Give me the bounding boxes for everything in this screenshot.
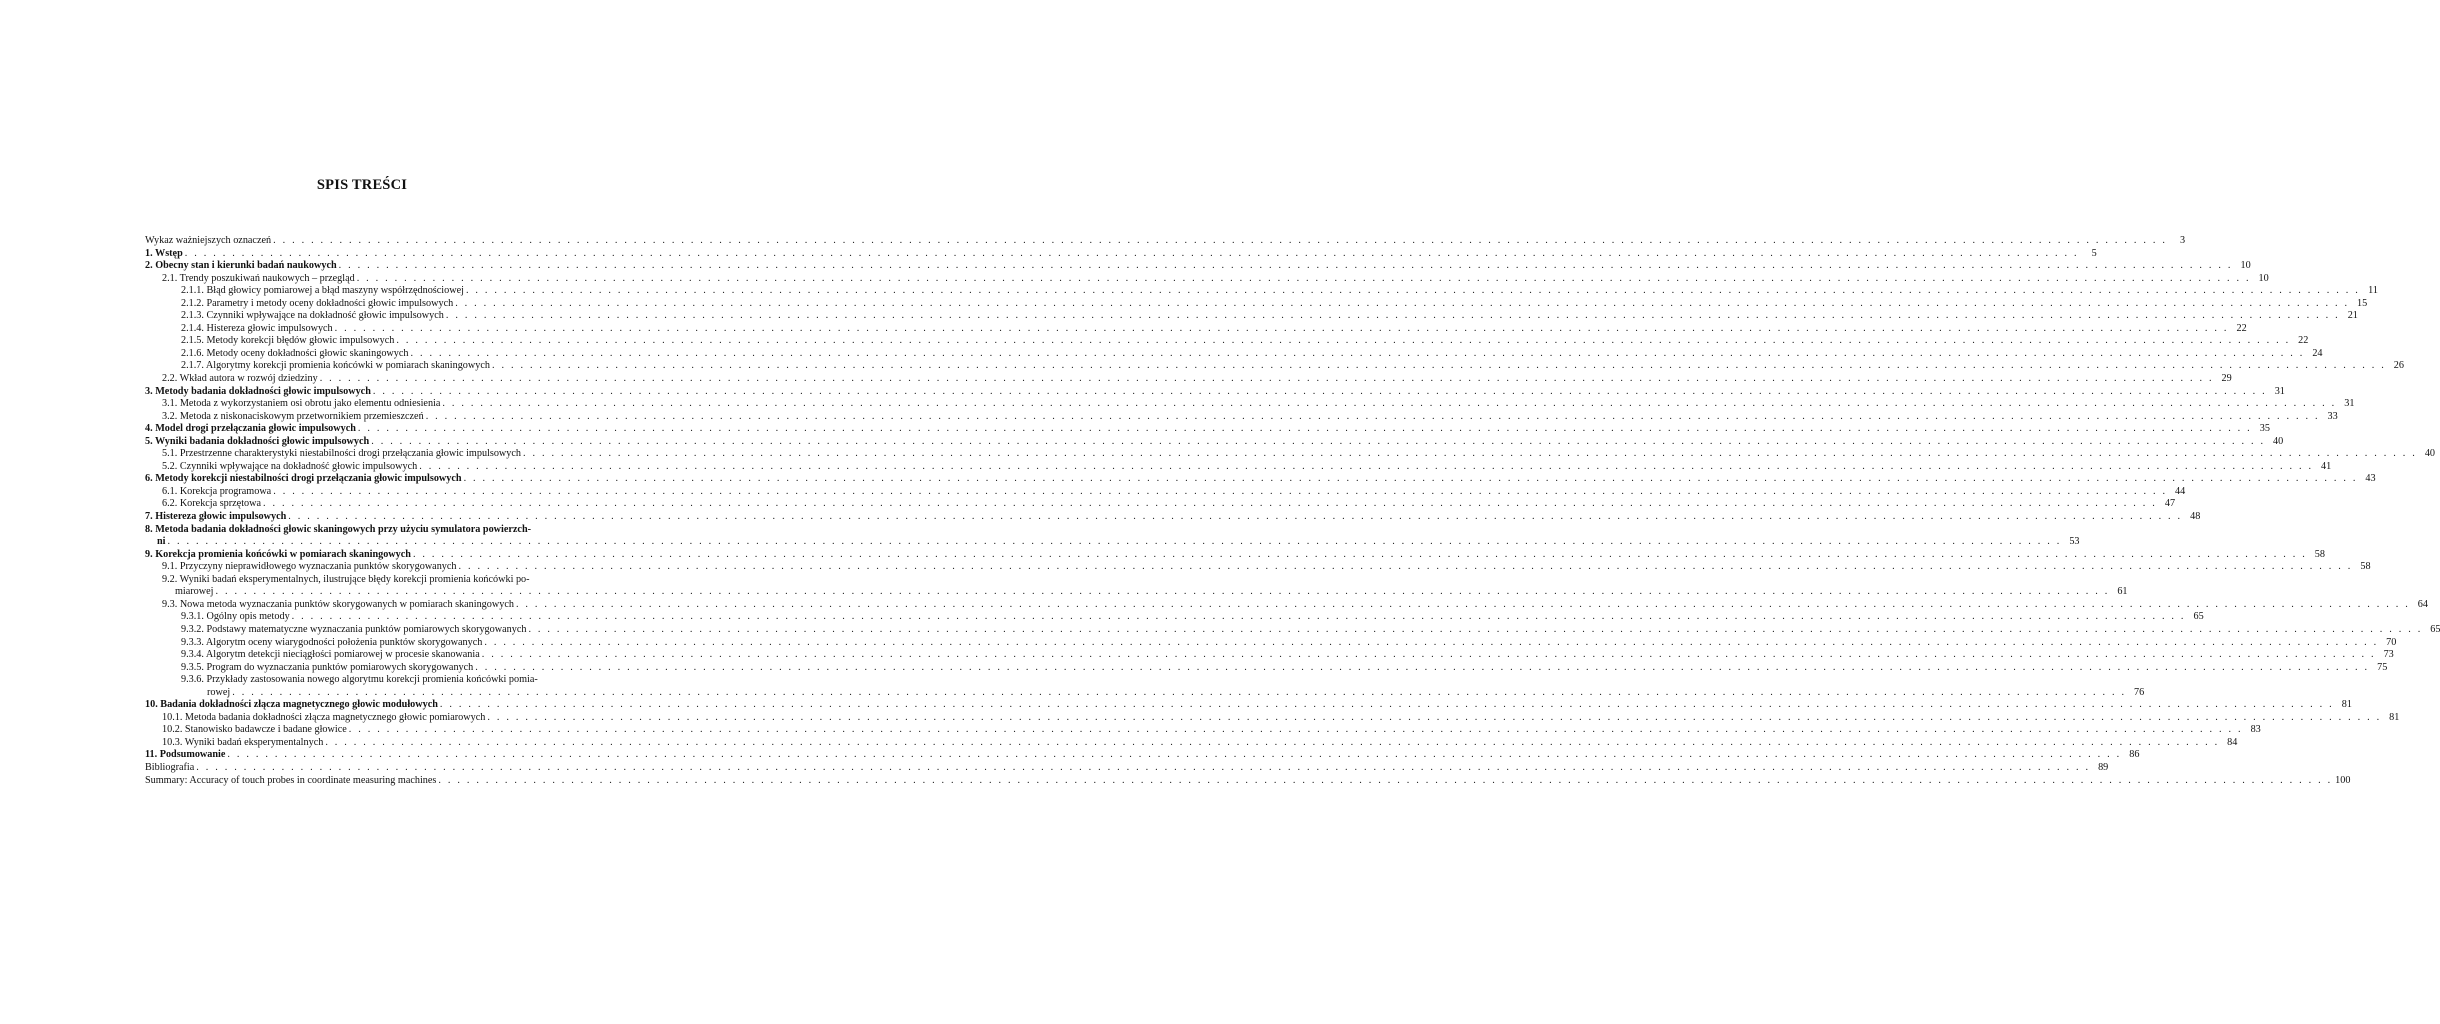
toc-entry (145, 310, 2358, 323)
toc-entry-label: 5.2. Czynniki wpływające na dokładność głowic impulsowych (162, 460, 418, 472)
toc-entry-label-continuation: rowej (207, 686, 231, 698)
dot-leader: . . . . . . . . . . . . . . . . . . . . . . . . . . . . . . . . . . . . . . . . . . . . . . . . . . . . . . . . . . . . . . . . . . . . . . . . . . . . . . . . . . . . . . . . . . . . . . . . . . . . . . . . . . . . . . . . . . . . . . . . . . . . . . . . . . . . . . . . . . . . . . . . . . . . . . . . . . . . . . . . . . . . . . . . . . . . . . . . . . . . . . . . . . . . . . . . . . . . . . . . (215, 586, 2110, 598)
dot-leader: . . . . . . . . . . . . . . . . . . . . . . . . . . . . . . . . . . . . . . . . . . . . . . . . . . . . . . . . . . . . . . . . . . . . . . . . . . . . . . . . . . . . . . . . . . . . . . . . . . . . . . . . . . . . . . . . . . . . . . . . . . . . . . . . . . . . . . . . . . . . . . . . . . . . . . . . . . . . . . . . . . . . . . . . . . . . . . . . . . . . . . . . . . . . . . . . . . . . . . . . (515, 598, 2410, 610)
dot-leader: . . . . . . . . . . . . . . . . . . . . . . . . . . . . . . . . . . . . . . . . . . . . . . . . . . . . . . . . . . . . . . . . . . . . . . . . . . . . . . . . . . . . . . . . . . . . . . . . . . . . . . . . . . . . . . . . . . . . . . . . . . . . . . . . . . . . . . . . . . . . . . . . . . . . . . . . . . . . . . . . . . . . . . . . . . . . . . . . . . . . . . . . . . . . . . . . . . . . . . . . (319, 373, 2214, 385)
toc-page-number: 33 (2327, 410, 2338, 422)
toc-entry-label: 9. Korekcja promienia końcówki w pomiarach skaningowych (145, 548, 411, 560)
toc-entry (145, 460, 2332, 474)
toc-page-number: 76 (2134, 686, 2145, 698)
toc-page-number: 53 (2069, 536, 2080, 548)
toc-entry-label: 11. Podsumowanie (145, 749, 226, 761)
toc-page-number: 40 (2424, 448, 2436, 460)
toc-page-number: 61 (2117, 586, 2128, 598)
toc-entry-label: 9.3.4. Algorytm detekcji nieciągłości pomiarowej w procesie skanowania (181, 649, 480, 661)
dot-leader: . . . . . . . . . . . . . . . . . . . . . . . . . . . . . . . . . . . . . . . . . . . . . . . . . . . . . . . . . . . . . . . . . . . . . . . . . . . . . . . . . . . . . . . . . . . . . . . . . . . . . . . . . . . . . . . . . . . . . . . . . . . . . . . . . . . . . . . . . . . . . . . . . . . . . . . . . . . . . . . . . . . . . . . . . . . . . . . . . . . . . . . . . . . . . . . . . . . . . . . . (487, 711, 2382, 723)
toc-entry (145, 674, 580, 687)
toc-entry-label: 10. Badania dokładności złącza magnetycznego głowic modułowych (145, 699, 438, 711)
toc-entry (145, 511, 2201, 524)
toc-page-number: 21 (2347, 310, 2358, 322)
toc-entry (145, 485, 2186, 499)
toc-page-number: 15 (2357, 297, 2368, 309)
toc-entry-continuation (145, 536, 2080, 549)
toc-page-number: 86 (2129, 749, 2140, 761)
dot-leader: . . . . . . . . . . . . . . . . . . . . . . . . . . . . . . . . . . . . . . . . . . . . . . . . . . . . . . . . . . . . . . . . . . . . . . . . . . . . . . . . . . . . . . . . . . . . . . . . . . . . . . . . . . . . . . . . . . . . . . . . . . . . . . . . . . . . . . . . . . . . . . . . . . . . . . . . . . . . . . . . . . . . . . . . . . . . . . . . . . . . . . . . . . . . . . . . . . . . . . . . (458, 561, 2353, 573)
toc-page-number: 47 (2164, 498, 2176, 510)
toc-entry (145, 335, 2309, 348)
toc-entry-label: Summary: Accuracy of touch probes in coordinate measuring machines (145, 774, 437, 786)
toc-page-number: 43 (2365, 473, 2376, 485)
toc-entry-label: 5.1. Przestrzenne charakterystyki niestabilności drogi przełączania głowic impulsowych (162, 448, 521, 460)
dot-leader: . . . . . . . . . . . . . . . . . . . . . . . . . . . . . . . . . . . . . . . . . . . . . . . . . . . . . . . . . . . . . . . . . . . . . . . . . . . . . . . . . . . . . . . . . . . . . . . . . . . . . . . . . . . . . . . . . . . . . . . . . . . . . . . . . . . . . . . . . . . . . . . . . . . . . . . . . . . . . . . . . . . . . . . . . . . . . . . . . . . . . . . . . . . . . . . . . . . . . . . . (410, 347, 2305, 359)
dot-leader: . . . . . . . . . . . . . . . . . . . . . . . . . . . . . . . . . . . . . . . . . . . . . . . . . . . . . . . . . . . . . . . . . . . . . . . . . . . . . . . . . . . . . . . . . . . . . . . . . . . . . . . . . . . . . . . . . . . . . . . . . . . . . . . . . . . . . . . . . . . . . . . . . . . . . . . . . . . . . . . . . . . . . . . . . . . . . . . . . . . . . . . . . . . . . . . . . . . . . . . . (291, 611, 2186, 623)
toc-entry-label: Wykaz ważniejszych oznaczeń (145, 235, 272, 246)
toc-page-number: 10 (2240, 260, 2251, 272)
toc-entry-label: 3.2. Metoda z niskonaciskowym przetwornikiem przemieszczeń (162, 410, 424, 422)
toc-page-number: 11 (2368, 285, 2378, 297)
toc-entry-label: 2.1.3. Czynniki wpływające na dokładność głowic impulsowych (181, 310, 444, 322)
toc-entry-label: 10.2. Stanowisko badawcze i badane głowice (162, 724, 347, 736)
toc-page-number: 65 (2430, 623, 2440, 635)
toc-entry (145, 322, 2247, 336)
toc-entry-label: 2. Obecny stan i kierunki badań naukowych (145, 260, 337, 272)
dot-leader: . . . . . . . . . . . . . . . . . . . . . . . . . . . . . . . . . . . . . . . . . . . . . . . . . . . . . . . . . . . . . . . . . . . . . . . . . . . . . . . . . . . . . . . . . . . . . . . . . . . . . . . . . . . . . . . . . . . . . . . . . . . . . . . . . . . . . . . . . . . . . . . . . . . . . . . . . . . . . . . . . . . . . . . . . . . . . . . . . . . . . . . . . . . . . . . . . . . . . . . . (273, 235, 2168, 246)
toc-entry-label: 6.2. Korekcja sprzętowa (162, 498, 262, 510)
dot-leader: . . . . . . . . . . . . . . . . . . . . . . . . . . . . . . . . . . . . . . . . . . . . . . . . . . . . . . . . . . . . . . . . . . . . . . . . . . . . . . . . . . . . . . . . . . . . . . . . . . . . . . . . . . . . . . . . . . . . . . . . . . . . . . . . . . . . . . . . . . . . . . . . . . . . . . . . . . . . . . . . . . . . . . . . . . . . . . . . . . . . . . . . . . . . . . . . . . . . . . . . (419, 460, 2314, 472)
dot-leader: . . . . . . . . . . . . . . . . . . . . . . . . . . . . . . . . . . . . . . . . . . . . . . . . . . . . . . . . . . . . . . . . . . . . . . . . . . . . . . . . . . . . . . . . . . . . . . . . . . . . . . . . . . . . . . . . . . . . . . . . . . . . . . . . . . . . . . . . . . . . . . . . . . . . . . . . . . . . . . . . . . . . . . . . . . . . . . . . . . . . . . . . . . . . . . . . . . . . . . . . (232, 686, 2127, 698)
toc-entry (145, 373, 2232, 386)
dot-leader: . . . . . . . . . . . . . . . . . . . . . . . . . . . . . . . . . . . . . . . . . . . . . . . . . . . . . . . . . . . . . . . . . . . . . . . . . . . . . . . . . . . . . . . . . . . . . . . . . . . . . . . . . . . . . . . . . . . . . . . . . . . . . . . . . . . . . . . . . . . . . . . . . . . . . . . . . . . . . . . . . . . . . . . . . . . . . . . . . . . . . . . . . . . . . . . . . . . . . . . . (439, 699, 2334, 711)
page-title: SPIS TREŚCI (316, 177, 408, 193)
toc-entry (145, 574, 580, 587)
toc-page-number: 58 (2314, 548, 2325, 560)
dot-leader: . . . . . . . . . . . . . . . . . . . . . . . . . . . . . . . . . . . . . . . . . . . . . . . . . . . . . . . . . . . . . . . . . . . . . . . . . . . . . . . . . . . . . . . . . . . . . . . . . . . . . . . . . . . . . . . . . . . . . . . . . . . . . . . . . . . . . . . . . . . . . . . . . . . . . . . . . . . . . . . . . . . . . . . . . . . . . . . . . . . . . . . . . . . . . . . . . . . . . . . . (273, 485, 2168, 497)
toc-entry (145, 260, 2251, 273)
toc-page-number: 3 (2180, 235, 2186, 246)
toc-entry-label: 10.3. Wyniki badań eksperymentalnych (162, 736, 324, 748)
toc-entry-label-continuation: miarowej (175, 586, 214, 598)
toc-entry (145, 347, 2323, 361)
toc-entry (145, 699, 2352, 712)
toc-page-number: 48 (2190, 511, 2201, 523)
toc-entry-label: 9.2. Wyniki badań eksperymentalnych, ilustrujące błędy korekcji promienia końcówki po- (162, 573, 530, 585)
toc-entry (145, 661, 2388, 675)
dot-leader: . . . . . . . . . . . . . . . . . . . . . . . . . . . . . . . . . . . . . . . . . . . . . . . . . . . . . . . . . . . . . . . . . . . . . . . . . . . . . . . . . . . . . . . . . . . . . . . . . . . . . . . . . . . . . . . . . . . . . . . . . . . . . . . . . . . . . . . . . . . . . . . . . . . . . . . . . . . . . . . . . . . . . . . . . . . . . . . . . . . . . . . . . . . . . . . . . . . . . . . . (523, 448, 2418, 460)
dot-leader: . . . . . . . . . . . . . . . . . . . . . . . . . . . . . . . . . . . . . . . . . . . . . . . . . . . . . . . . . . . . . . . . . . . . . . . . . . . . . . . . . . . . . . . . . . . . . . . . . . . . . . . . . . . . . . . . . . . . . . . . . . . . . . . . . . . . . . . . . . . . . . . . . . . . . . . . . . . . . . . . . . . . . . . . . . . . . . . . . . . . . . . . . . . . . . . . . . . . . . . . (445, 310, 2340, 322)
toc-entry-label: 10.1. Metoda badania dokładności złącza magnetycznego głowic pomiarowych (162, 711, 486, 723)
toc-entry-continuation (145, 586, 2128, 599)
toc-page-number: 81 (2389, 711, 2400, 723)
dot-leader: . . . . . . . . . . . . . . . . . . . . . . . . . . . . . . . . . . . . . . . . . . . . . . . . . . . . . . . . . . . . . . . . . . . . . . . . . . . . . . . . . . . . . . . . . . . . . . . . . . . . . . . . . . . . . . . . . . . . . . . . . . . . . . . . . . . . . . . . . . . . . . . . . . . . . . . . . . . . . . . . . . . . . . . . . . . . . . . . . . . . . . . . . . . . . . . . . . . . . . . . (455, 297, 2350, 309)
toc-page-number: 22 (2298, 335, 2309, 347)
toc-entry (145, 473, 2376, 486)
toc-entry-label: 5. Wyniki badania dokładności głowic impulsowych (145, 435, 370, 447)
toc-entry-label: 2.1.7. Algorytmy korekcji promienia końcówki w pomiarach skaningowych (181, 360, 490, 372)
toc-entry-label: 9.3.3. Algorytm oceny wiarygodności położenia punktów skorygowanych (181, 636, 483, 648)
dot-leader: . . . . . . . . . . . . . . . . . . . . . . . . . . . . . . . . . . . . . . . . . . . . . . . . . . . . . . . . . . . . . . . . . . . . . . . . . . . . . . . . . . . . . . . . . . . . . . . . . . . . . . . . . . . . . . . . . . . . . . . . . . . . . . . . . . . . . . . . . . . . . . . . . . . . . . . . . . . . . . . . . . . . . . . . . . . . . . . . . . . . . . . . . . . . . . . . . . . . . . . . (528, 623, 2423, 635)
toc-entry-label: 2.1.1. Błąd głowicy pomiarowej a błąd maszyny współrzędnościowej (181, 285, 464, 297)
table-of-contents (145, 235, 2440, 787)
dot-leader: . . . . . . . . . . . . . . . . . . . . . . . . . . . . . . . . . . . . . . . . . . . . . . . . . . . . . . . . . . . . . . . . . . . . . . . . . . . . . . . . . . . . . . . . . . . . . . . . . . . . . . . . . . . . . . . . . . . . . . . . . . . . . . . . . . . . . . . . . . . . . . . . . . . . . . . . . . . . . . . . . . . . . . . . . . . . . . . . . . . . . . . . . . . . . . . . . . . . . . . . (167, 536, 2062, 548)
toc-entry (145, 272, 2269, 286)
toc-entry (145, 598, 2428, 612)
toc-entry-label: 2.1.2. Parametry i metody oceny dokładności głowic impulsowych (181, 297, 454, 309)
dot-leader: . . . . . . . . . . . . . . . . . . . . . . . . . . . . . . . . . . . . . . . . . . . . . . . . . . . . . . . . . . . . . . . . . . . . . . . . . . . . . . . . . . . . . . . . . . . . . . . . . . . . . . . . . . . . . . . . . . . . . . . . . . . . . . . . . . . . . . . . . . . . . . . . . . . . . . . . . . . . . . . . . . . . . . . . . . . . . . . . . . . . . . . . . . . . . . . . . . . . . . . . (356, 272, 2251, 284)
toc-entry (145, 385, 2285, 399)
toc-page-number: 22 (2236, 322, 2247, 334)
toc-page-number: 58 (2360, 561, 2371, 573)
toc-entry-label: 8. Metoda badania dokładności głowic skaningowych przy użyciu symulatora powierzch- (145, 523, 532, 535)
toc-entry (145, 398, 2355, 411)
toc-entry-label: 7. Histereza głowic impulsowych (145, 511, 287, 523)
dot-leader: . . . . . . . . . . . . . . . . . . . . . . . . . . . . . . . . . . . . . . . . . . . . . . . . . . . . . . . . . . . . . . . . . . . . . . . . . . . . . . . . . . . . . . . . . . . . . . . . . . . . . . . . . . . . . . . . . . . . . . . . . . . . . . . . . . . . . . . . . . . . . . . . . . . . . . . . . . . . . . . . . . . . . . . . . . . . . . . . . . . . . . . . . . . . . . . . . . . . . . . . (288, 511, 2183, 523)
toc-entry-label: 9.3.6. Przykłady zastosowania nowego algorytmu korekcji promienia końcówki pomia- (181, 674, 538, 686)
toc-entry-label: 9.3.1. Ogólny opis metody (181, 611, 290, 623)
dot-leader: . . . . . . . . . . . . . . . . . . . . . . . . . . . . . . . . . . . . . . . . . . . . . . . . . . . . . . . . . . . . . . . . . . . . . . . . . . . . . . . . . . . . . . . . . . . . . . . . . . . . . . . . . . . . . . . . . . . . . . . . . . . . . . . . . . . . . . . . . . . . . . . . . . . . . . . . . . . . . . . . . . . . . . . . . . . . . . . . . . . . . . . . . . . . . . . . . . . . . . . . (442, 398, 2337, 410)
toc-entry (145, 749, 2140, 762)
dot-leader: . . . . . . . . . . . . . . . . . . . . . . . . . . . . . . . . . . . . . . . . . . . . . . . . . . . . . . . . . . . . . . . . . . . . . . . . . . . . . . . . . . . . . . . . . . . . . . . . . . . . . . . . . . . . . . . . . . . . . . . . . . . . . . . . . . . . . . . . . . . . . . . . . . . . . . . . . . . . . . . . . . . . . . . . . . . . . . . . . . . . . . . . . . . . . . . . . . . . . . . . (425, 410, 2320, 422)
toc-entry (145, 448, 2436, 461)
dot-leader: . . . . . . . . . . . . . . . . . . . . . . . . . . . . . . . . . . . . . . . . . . . . . . . . . . . . . . . . . . . . . . . . . . . . . . . . . . . . . . . . . . . . . . . . . . . . . . . . . . . . . . . . . . . . . . . . . . . . . . . . . . . . . . . . . . . . . . . . . . . . . . . . . . . . . . . . . . . . . . . . . . . . . . . . . . . . . . . . . . . . . . . . . . . . . . . . . . . . . . . . (357, 423, 2252, 435)
toc-entry (145, 435, 2284, 449)
toc-page-number: 35 (2259, 423, 2270, 435)
toc-entry-label: 6. Metody korekcji niestabilności drogi przełączania głowic impulsowych (145, 473, 462, 485)
toc-entry-continuation (145, 686, 2145, 700)
toc-entry (145, 548, 2325, 562)
dot-leader: . . . . . . . . . . . . . . . . . . . . . . . . . . . . . . . . . . . . . . . . . . . . . . . . . . . . . . . . . . . . . . . . . . . . . . . . . . . . . . . . . . . . . . . . . . . . . . . . . . . . . . . . . . . . . . . . . . . . . . . . . . . . . . . . . . . . . . . . . . . . . . . . . . . . . . . . . . . . . . . . . . . . . . . . . . . . . . . . . . . . . . . . . . . . . . . . . . . . . . . . (263, 498, 2158, 510)
toc-entry (145, 636, 2397, 650)
toc-entry-label: 6.1. Korekcja programowa (162, 485, 272, 497)
dot-leader: . . . . . . . . . . . . . . . . . . . . . . . . . . . . . . . . . . . . . . . . . . . . . . . . . . . . . . . . . . . . . . . . . . . . . . . . . . . . . . . . . . . . . . . . . . . . . . . . . . . . . . . . . . . . . . . . . . . . . . . . . . . . . . . . . . . . . . . . . . . . . . . . . . . . . . . . . . . . . . . . . . . . . . . . . . . . . . . . . . . . . . . . . . . . . . . . . . . . . . . . (475, 661, 2370, 673)
toc-entry (145, 611, 2204, 624)
toc-entry-label: 2.2. Wkład autora w rozwój dziedziny (162, 373, 318, 385)
toc-page-number: 65 (2193, 611, 2204, 623)
dot-leader: . . . . . . . . . . . . . . . . . . . . . . . . . . . . . . . . . . . . . . . . . . . . . . . . . . . . . . . . . . . . . . . . . . . . . . . . . . . . . . . . . . . . . . . . . . . . . . . . . . . . . . . . . . . . . . . . . . . . . . . . . . . . . . . . . . . . . . . . . . . . . . . . . . . . . . . . . . . . . . . . . . . . . . . . . . . . . . . . . . . . . . . . . . . . . . . . . . . . . . . . (325, 736, 2220, 748)
toc-page-number: 31 (2274, 385, 2285, 397)
dot-leader: . . . . . . . . . . . . . . . . . . . . . . . . . . . . . . . . . . . . . . . . . . . . . . . . . . . . . . . . . . . . . . . . . . . . . . . . . . . . . . . . . . . . . . . . . . . . . . . . . . . . . . . . . . . . . . . . . . . . . . . . . . . . . . . . . . . . . . . . . . . . . . . . . . . . . . . . . . . . . . . . . . . . . . . . . . . . . . . . . . . . . . . . . . . . . . . . . . . . . . . . (412, 548, 2307, 560)
toc-entry-label: 2.1.5. Metody korekcji błędów głowic impulsowych (181, 335, 395, 347)
toc-page-number: 73 (2383, 649, 2394, 661)
dot-leader: . . . . . . . . . . . . . . . . . . . . . . . . . . . . . . . . . . . . . . . . . . . . . . . . . . . . . . . . . . . . . . . . . . . . . . . . . . . . . . . . . . . . . . . . . . . . . . . . . . . . . . . . . . . . . . . . . . . . . . . . . . . . . . . . . . . . . . . . . . . . . . . . . . . . . . . . . . . . . . . . . . . . . . . . . . . . . . . . . . . . . . . . . . . . . . . . . . . . . . . . (334, 322, 2229, 334)
toc-page-number: 81 (2341, 699, 2352, 711)
toc-entry (145, 761, 2109, 775)
dot-leader: . . . . . . . . . . . . . . . . . . . . . . . . . . . . . . . . . . . . . . . . . . . . . . . . . . . . . . . . . . . . . . . . . . . . . . . . . . . . . . . . . . . . . . . . . . . . . . . . . . . . . . . . . . . . . . . . . . . . . . . . . . . . . . . . . . . . . . . . . . . . . . . . . . . . . . . . . . . . . . . . . . . . . . . . . . . . . . . . . . . . . . . . . . . . . . . . . . . . . . . . (465, 285, 2360, 297)
toc-page-number: 29 (2221, 373, 2232, 385)
dot-leader: . . . . . . . . . . . . . . . . . . . . . . . . . . . . . . . . . . . . . . . . . . . . . . . . . . . . . . . . . . . . . . . . . . . . . . . . . . . . . . . . . . . . . . . . . . . . . . . . . . . . . . . . . . . . . . . . . . . . . . . . . . . . . . . . . . . . . . . . . . . . . . . . . . . . . . . . . . . . . . . . . . . . . . . . . . . . . . . . . . . . . . . . . . . . . . . . . . . . . . . . (438, 774, 2333, 786)
toc-page-number: 84 (2227, 736, 2238, 748)
toc-entry (145, 498, 2176, 511)
toc-entry-label: 3. Metody badania dokładności głowic impulsowych (145, 385, 371, 397)
toc-entry (145, 235, 2186, 248)
toc-page-number: 10 (2258, 272, 2269, 284)
toc-entry-label: Bibliografia (145, 761, 195, 773)
toc-entry-label: 3.1. Metoda z wykorzystaniem osi obrotu jako elementu odniesienia (162, 398, 441, 410)
dot-leader: . . . . . . . . . . . . . . . . . . . . . . . . . . . . . . . . . . . . . . . . . . . . . . . . . . . . . . . . . . . . . . . . . . . . . . . . . . . . . . . . . . . . . . . . . . . . . . . . . . . . . . . . . . . . . . . . . . . . . . . . . . . . . . . . . . . . . . . . . . . . . . . . . . . . . . . . . . . . . . . . . . . . . . . . . . . . . . . . . . . . . . . . . . . . . . . . . . . . . . . . (338, 260, 2233, 272)
toc-entry-label-continuation: ni (157, 536, 166, 548)
toc-entry-label: 2.1. Trendy poszukiwań naukowych – przegląd (162, 272, 355, 284)
toc-entry-label: 9.3.5. Program do wyznaczania punktów pomiarowych skorygowanych (181, 661, 474, 673)
toc-entry (145, 360, 2404, 373)
dot-leader: . . . . . . . . . . . . . . . . . . . . . . . . . . . . . . . . . . . . . . . . . . . . . . . . . . . . . . . . . . . . . . . . . . . . . . . . . . . . . . . . . . . . . . . . . . . . . . . . . . . . . . . . . . . . . . . . . . . . . . . . . . . . . . . . . . . . . . . . . . . . . . . . . . . . . . . . . . . . . . . . . . . . . . . . . . . . . . . . . . . . . . . . . . . . . . . . . . . . . . . . (463, 473, 2358, 485)
toc-page-number: 89 (2098, 761, 2109, 773)
toc-page-number: 75 (2377, 661, 2388, 673)
toc-entry-label: 2.1.4. Histereza głowic impulsowych (181, 322, 333, 334)
toc-entry (145, 423, 2270, 436)
toc-entry-label: 9.3. Nowa metoda wyznaczania punktów skorygowanych w pomiarach skaningowych (162, 598, 514, 610)
toc-page-number: 70 (2386, 636, 2397, 648)
dot-leader: . . . . . . . . . . . . . . . . . . . . . . . . . . . . . . . . . . . . . . . . . . . . . . . . . . . . . . . . . . . . . . . . . . . . . . . . . . . . . . . . . . . . . . . . . . . . . . . . . . . . . . . . . . . . . . . . . . . . . . . . . . . . . . . . . . . . . . . . . . . . . . . . . . . . . . . . . . . . . . . . . . . . . . . . . . . . . . . . . . . . . . . . . . . . . . . . . . . . . . . . (491, 360, 2386, 372)
toc-page-number: 44 (2175, 485, 2186, 497)
toc-page-number: 100 (2335, 774, 2351, 786)
toc-entry (145, 297, 2368, 311)
dot-leader: . . . . . . . . . . . . . . . . . . . . . . . . . . . . . . . . . . . . . . . . . . . . . . . . . . . . . . . . . . . . . . . . . . . . . . . . . . . . . . . . . . . . . . . . . . . . . . . . . . . . . . . . . . . . . . . . . . . . . . . . . . . . . . . . . . . . . . . . . . . . . . . . . . . . . . . . . . . . . . . . . . . . . . . . . . . . . . . . . . . . . . . . . . . . . . . . . . . . . . . . (371, 435, 2266, 447)
toc-entry-label: 2.1.6. Metody oceny dokładności głowic skaningowych (181, 347, 409, 359)
toc-entry-label: 4. Model drogi przełączania głowic impulsowych (145, 423, 356, 435)
dot-leader: . . . . . . . . . . . . . . . . . . . . . . . . . . . . . . . . . . . . . . . . . . . . . . . . . . . . . . . . . . . . . . . . . . . . . . . . . . . . . . . . . . . . . . . . . . . . . . . . . . . . . . . . . . . . . . . . . . . . . . . . . . . . . . . . . . . . . . . . . . . . . . . . . . . . . . . . . . . . . . . . . . . . . . . . . . . . . . . . . . . . . . . . . . . . . . . . . . . . . . . . (227, 749, 2122, 761)
toc-entry (145, 247, 2097, 261)
dot-leader: . . . . . . . . . . . . . . . . . . . . . . . . . . . . . . . . . . . . . . . . . . . . . . . . . . . . . . . . . . . . . . . . . . . . . . . . . . . . . . . . . . . . . . . . . . . . . . . . . . . . . . . . . . . . . . . . . . . . . . . . . . . . . . . . . . . . . . . . . . . . . . . . . . . . . . . . . . . . . . . . . . . . . . . . . . . . . . . . . . . . . . . . . . . . . . . . . . . . . . . . (372, 385, 2267, 397)
toc-entry (145, 736, 2238, 750)
toc-page-number: 26 (2393, 360, 2404, 372)
toc-page-number: 31 (2344, 398, 2355, 410)
dot-leader: . . . . . . . . . . . . . . . . . . . . . . . . . . . . . . . . . . . . . . . . . . . . . . . . . . . . . . . . . . . . . . . . . . . . . . . . . . . . . . . . . . . . . . . . . . . . . . . . . . . . . . . . . . . . . . . . . . . . . . . . . . . . . . . . . . . . . . . . . . . . . . . . . . . . . . . . . . . . . . . . . . . . . . . . . . . . . . . . . . . . . . . . . . . . . . . . . . . . . . . . (184, 247, 2079, 259)
toc-page-number: 40 (2273, 435, 2284, 447)
dot-leader: . . . . . . . . . . . . . . . . . . . . . . . . . . . . . . . . . . . . . . . . . . . . . . . . . . . . . . . . . . . . . . . . . . . . . . . . . . . . . . . . . . . . . . . . . . . . . . . . . . . . . . . . . . . . . . . . . . . . . . . . . . . . . . . . . . . . . . . . . . . . . . . . . . . . . . . . . . . . . . . . . . . . . . . . . . . . . . . . . . . . . . . . . . . . . . . . . . . . . . . . (484, 636, 2379, 648)
toc-page-number: 41 (2321, 460, 2332, 472)
dot-leader: . . . . . . . . . . . . . . . . . . . . . . . . . . . . . . . . . . . . . . . . . . . . . . . . . . . . . . . . . . . . . . . . . . . . . . . . . . . . . . . . . . . . . . . . . . . . . . . . . . . . . . . . . . . . . . . . . . . . . . . . . . . . . . . . . . . . . . . . . . . . . . . . . . . . . . . . . . . . . . . . . . . . . . . . . . . . . . . . . . . . . . . . . . . . . . . . . . . . . . . . (348, 724, 2243, 736)
toc-page-number: 64 (2417, 598, 2428, 610)
toc-entry-label: 9.1. Przyczyny nieprawidłowego wyznaczania punktów skorygowanych (162, 561, 457, 573)
toc-entry (145, 285, 2378, 298)
dot-leader: . . . . . . . . . . . . . . . . . . . . . . . . . . . . . . . . . . . . . . . . . . . . . . . . . . . . . . . . . . . . . . . . . . . . . . . . . . . . . . . . . . . . . . . . . . . . . . . . . . . . . . . . . . . . . . . . . . . . . . . . . . . . . . . . . . . . . . . . . . . . . . . . . . . . . . . . . . . . . . . . . . . . . . . . . . . . . . . . . . . . . . . . . . . . . . . . . . . . . . . . (481, 649, 2376, 661)
toc-entry (145, 711, 2400, 725)
toc-page-number: 5 (2091, 247, 2097, 259)
toc-entry (145, 623, 2440, 637)
toc-entry-label: 9.3.2. Podstawy matematyczne wyznaczania punktów pomiarowych skorygowanych (181, 623, 527, 635)
dot-leader: . . . . . . . . . . . . . . . . . . . . . . . . . . . . . . . . . . . . . . . . . . . . . . . . . . . . . . . . . . . . . . . . . . . . . . . . . . . . . . . . . . . . . . . . . . . . . . . . . . . . . . . . . . . . . . . . . . . . . . . . . . . . . . . . . . . . . . . . . . . . . . . . . . . . . . . . . . . . . . . . . . . . . . . . . . . . . . . . . . . . . . . . . . . . . . . . . . . . . . . . (396, 335, 2291, 347)
toc-entry (145, 561, 2371, 574)
toc-entry (145, 724, 2261, 737)
toc-page-number: 24 (2312, 347, 2323, 359)
toc-entry (145, 524, 580, 537)
dot-leader: . . . . . . . . . . . . . . . . . . . . . . . . . . . . . . . . . . . . . . . . . . . . . . . . . . . . . . . . . . . . . . . . . . . . . . . . . . . . . . . . . . . . . . . . . . . . . . . . . . . . . . . . . . . . . . . . . . . . . . . . . . . . . . . . . . . . . . . . . . . . . . . . . . . . . . . . . . . . . . . . . . . . . . . . . . . . . . . . . . . . . . . . . . . . . . . . . . . . . . . . (196, 761, 2091, 773)
toc-entry-label: 1. Wstęp (145, 247, 183, 259)
toc-entry (145, 774, 2351, 788)
toc-entry (145, 410, 2338, 424)
toc-entry (145, 649, 2394, 662)
toc-page-number: 83 (2250, 724, 2261, 736)
